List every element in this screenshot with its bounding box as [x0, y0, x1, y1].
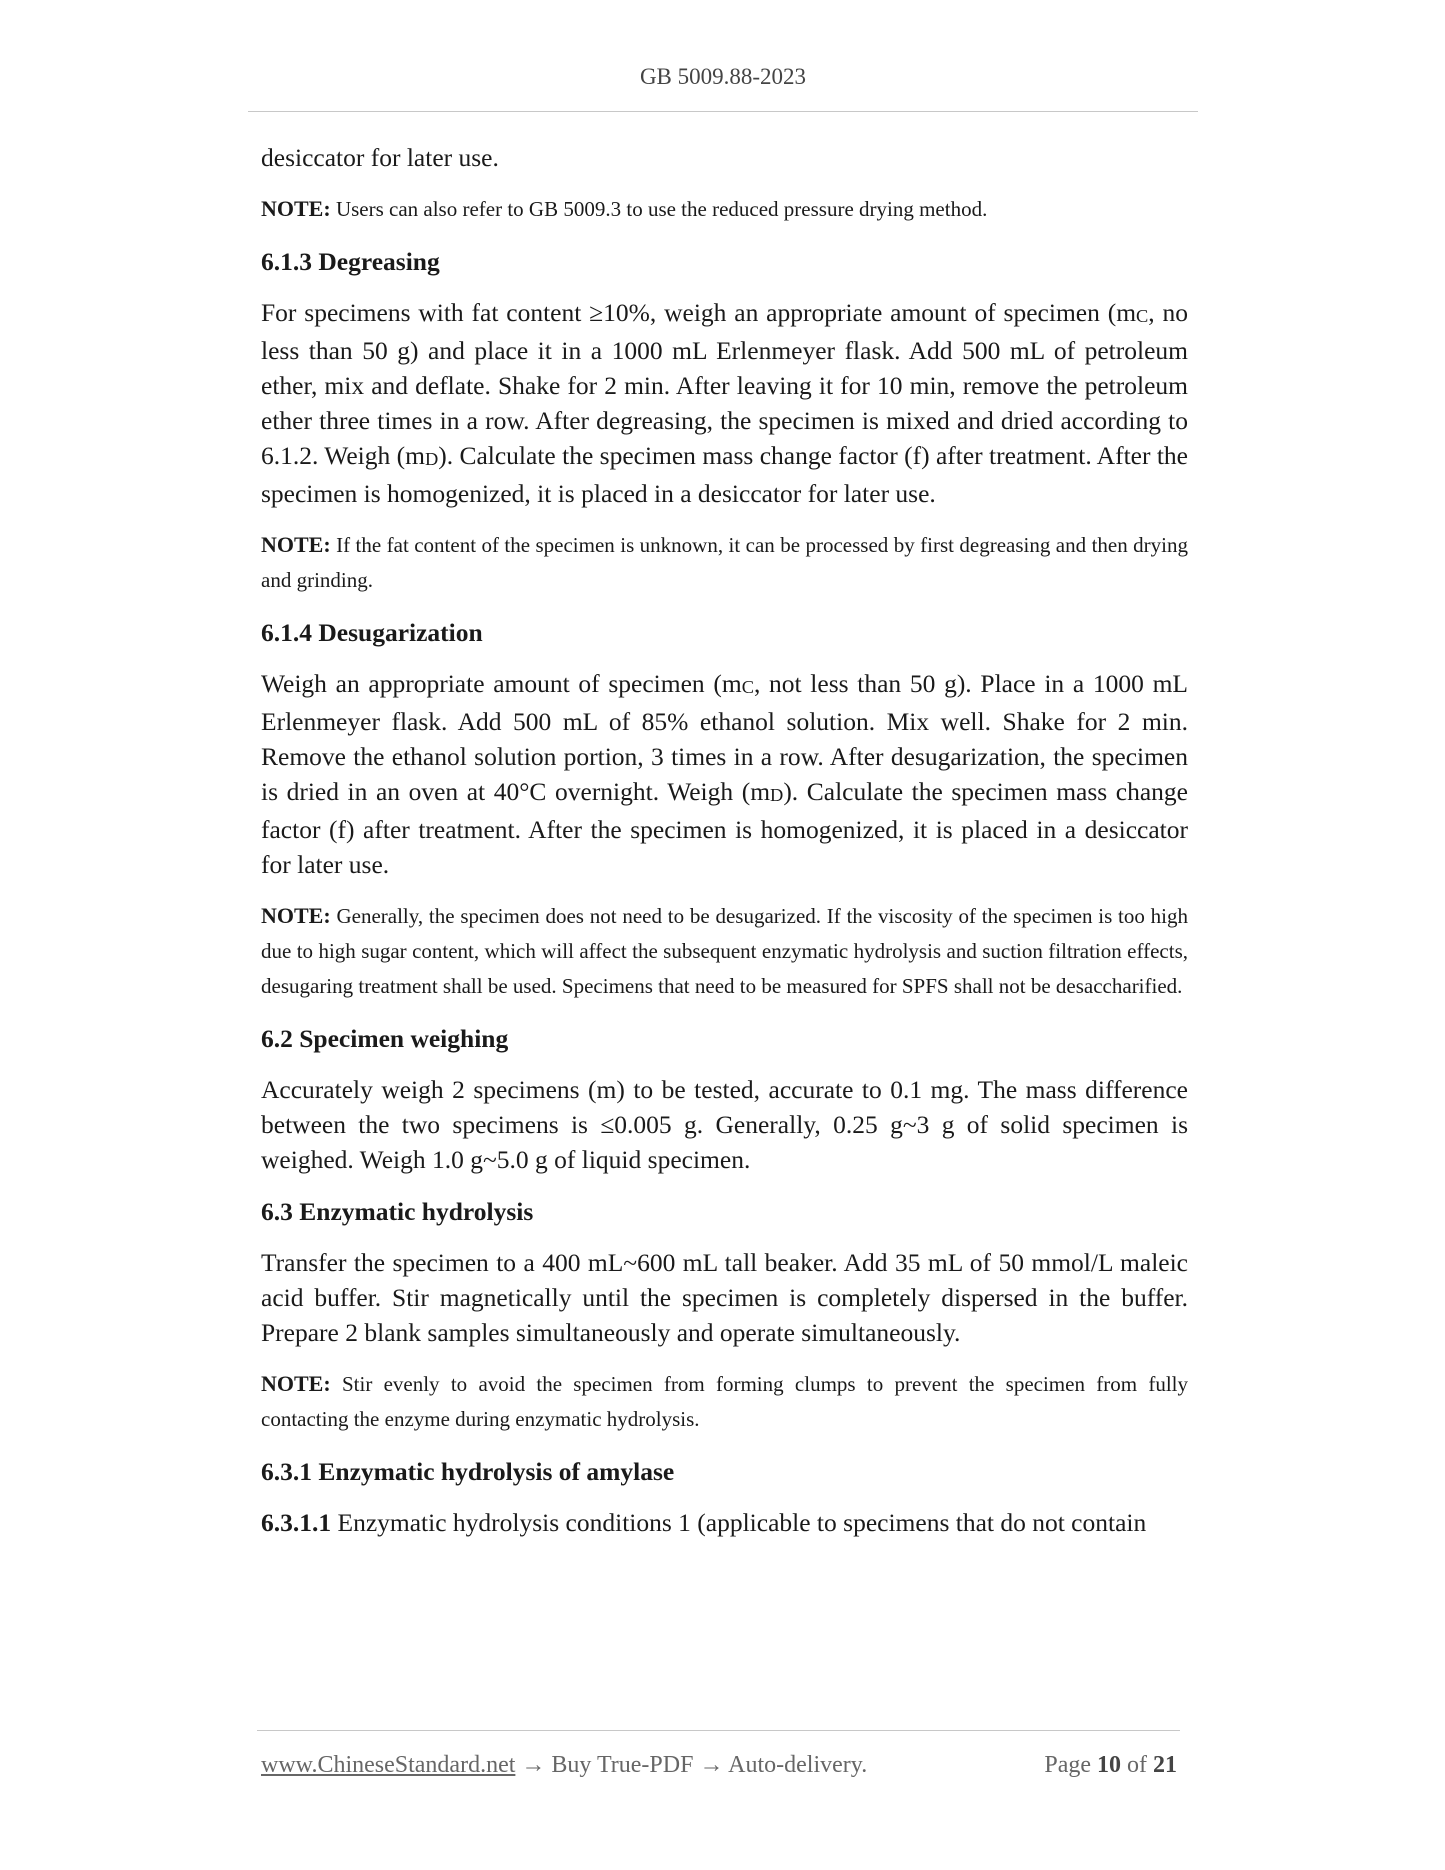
heading-6-2: 6.2 Specimen weighing — [261, 1024, 509, 1053]
note-text: Stir evenly to avoid the specimen from forming clumps to prevent the specimen from fully contacting the enzyme during enzymatic hydrolysis. — [261, 1372, 1188, 1431]
note-reduced-pressure — [261, 191, 1188, 227]
note-label: NOTE: — [261, 532, 331, 557]
page-of: of — [1127, 1752, 1147, 1778]
text-run: ). Calculate the specimen mass change factor (f) after treatment. After the specimen is homogenized, it is placed in a desiccator for later use. — [261, 777, 1188, 879]
heading-6-3-1: 6.3.1 Enzymatic hydrolysis of amylase — [261, 1457, 675, 1486]
clause-number: 6.3.1.1 — [261, 1508, 332, 1537]
paragraph-continuation: desiccator for later use. — [261, 143, 499, 172]
page-current: 10 — [1097, 1752, 1121, 1778]
text-run: ). Calculate the specimen mass change factor (f) after treatment. After the specimen is homogenized, it is placed in a desiccator for later use. — [261, 441, 1189, 508]
paragraph-desugarization — [261, 666, 1188, 882]
note-fat-content — [261, 527, 1188, 598]
paragraph-degreasing — [261, 295, 1188, 511]
note-text: Generally, the specimen does not need to be desugarized. If the viscosity of the specimen is too high due to high sugar content, which will affect the subsequent enzymatic hydrolysis and suction filtration effects, desugaring treatment shall be used. Specimens that need to be measured for SPFS shall not be desaccharified. — [261, 904, 1188, 998]
subscript-c: C — [1136, 306, 1149, 327]
subscript-d: D — [424, 449, 439, 470]
page-indicator — [1044, 1752, 1177, 1779]
arrow-icon: → — [515, 1752, 552, 1778]
document-header: GB 5009.88-2023 — [639, 64, 807, 89]
footer-promo — [261, 1752, 867, 1779]
text-run: For specimens with fat content ≥10%, weigh an appropriate amount of specimen (m — [261, 298, 1137, 327]
text-run: Weigh an appropriate amount of specimen (m — [261, 669, 742, 698]
arrow-icon: → — [693, 1752, 729, 1778]
heading-6-1-4: 6.1.4 Desugarization — [261, 618, 483, 647]
page-total: 21 — [1153, 1752, 1177, 1778]
header-divider — [248, 111, 1198, 112]
text-run: , not less than 50 g). Place in a 1000 mL Erlenmeyer flask. Add 500 mL of 85% ethanol solution. Mix well. Shake for 2 min. Remove the ethanol solution portion, 3 times in a row. After desugarization, the specimen is dried in an oven at 40°C overnight. Weigh (m — [261, 669, 1188, 806]
page-content — [261, 140, 1188, 1540]
paragraph-specimen-weighing: Accurately weigh 2 specimens (m) to be tested, accurate to 0.1 mg. The mass difference between the two specimens is ≤0.005 g. Generally, 0.25 g~3 g of solid specimen is weighed. Weigh 1.0 g~5.0 g of liquid specimen. — [261, 1075, 1188, 1174]
paragraph-6-3-1-1 — [261, 1505, 1188, 1540]
note-label: NOTE: — [261, 1371, 331, 1396]
note-text: If the fat content of the specimen is unknown, it can be processed by first degreasing and then drying and grinding. — [261, 533, 1188, 592]
text-run: Enzymatic hydrolysis conditions 1 (applicable to specimens that do not contain — [331, 1508, 1147, 1537]
subscript-d: D — [770, 785, 784, 806]
note-text: Users can also refer to GB 5009.3 to use the reduced pressure drying method. — [330, 197, 988, 221]
website-link[interactable]: www.ChineseStandard.net — [261, 1752, 516, 1778]
buy-text: Buy True-PDF — [551, 1752, 694, 1778]
note-label: NOTE: — [261, 196, 331, 221]
heading-6-3: 6.3 Enzymatic hydrolysis — [261, 1197, 534, 1226]
page-label: Page — [1044, 1752, 1091, 1778]
delivery-text: Auto-delivery. — [728, 1752, 868, 1778]
note-stir-evenly — [261, 1366, 1188, 1437]
paragraph-enzymatic-hydrolysis: Transfer the specimen to a 400 mL~600 mL tall beaker. Add 35 mL of 50 mmol/L maleic acid buffer. Stir magnetically until the specimen is completely dispersed in the buffer. Prepare 2 blank samples simultaneously and operate simultaneously. — [261, 1248, 1188, 1347]
note-label: NOTE: — [261, 903, 331, 928]
subscript-c: C — [741, 677, 754, 698]
note-desugarization — [261, 898, 1188, 1004]
footer-divider — [257, 1730, 1180, 1731]
heading-6-1-3: 6.1.3 Degreasing — [261, 247, 440, 276]
text-run: , no less than 50 g) and place it in a 1000 mL Erlenmeyer flask. Add 500 mL of petroleum ether, mix and deflate. Shake for 2 min. After leaving it for 10 min, remove the petroleum ether three times in a row. After degreasing, the specimen is mixed and dried according to 6.1.2. Weigh (m — [261, 298, 1189, 470]
